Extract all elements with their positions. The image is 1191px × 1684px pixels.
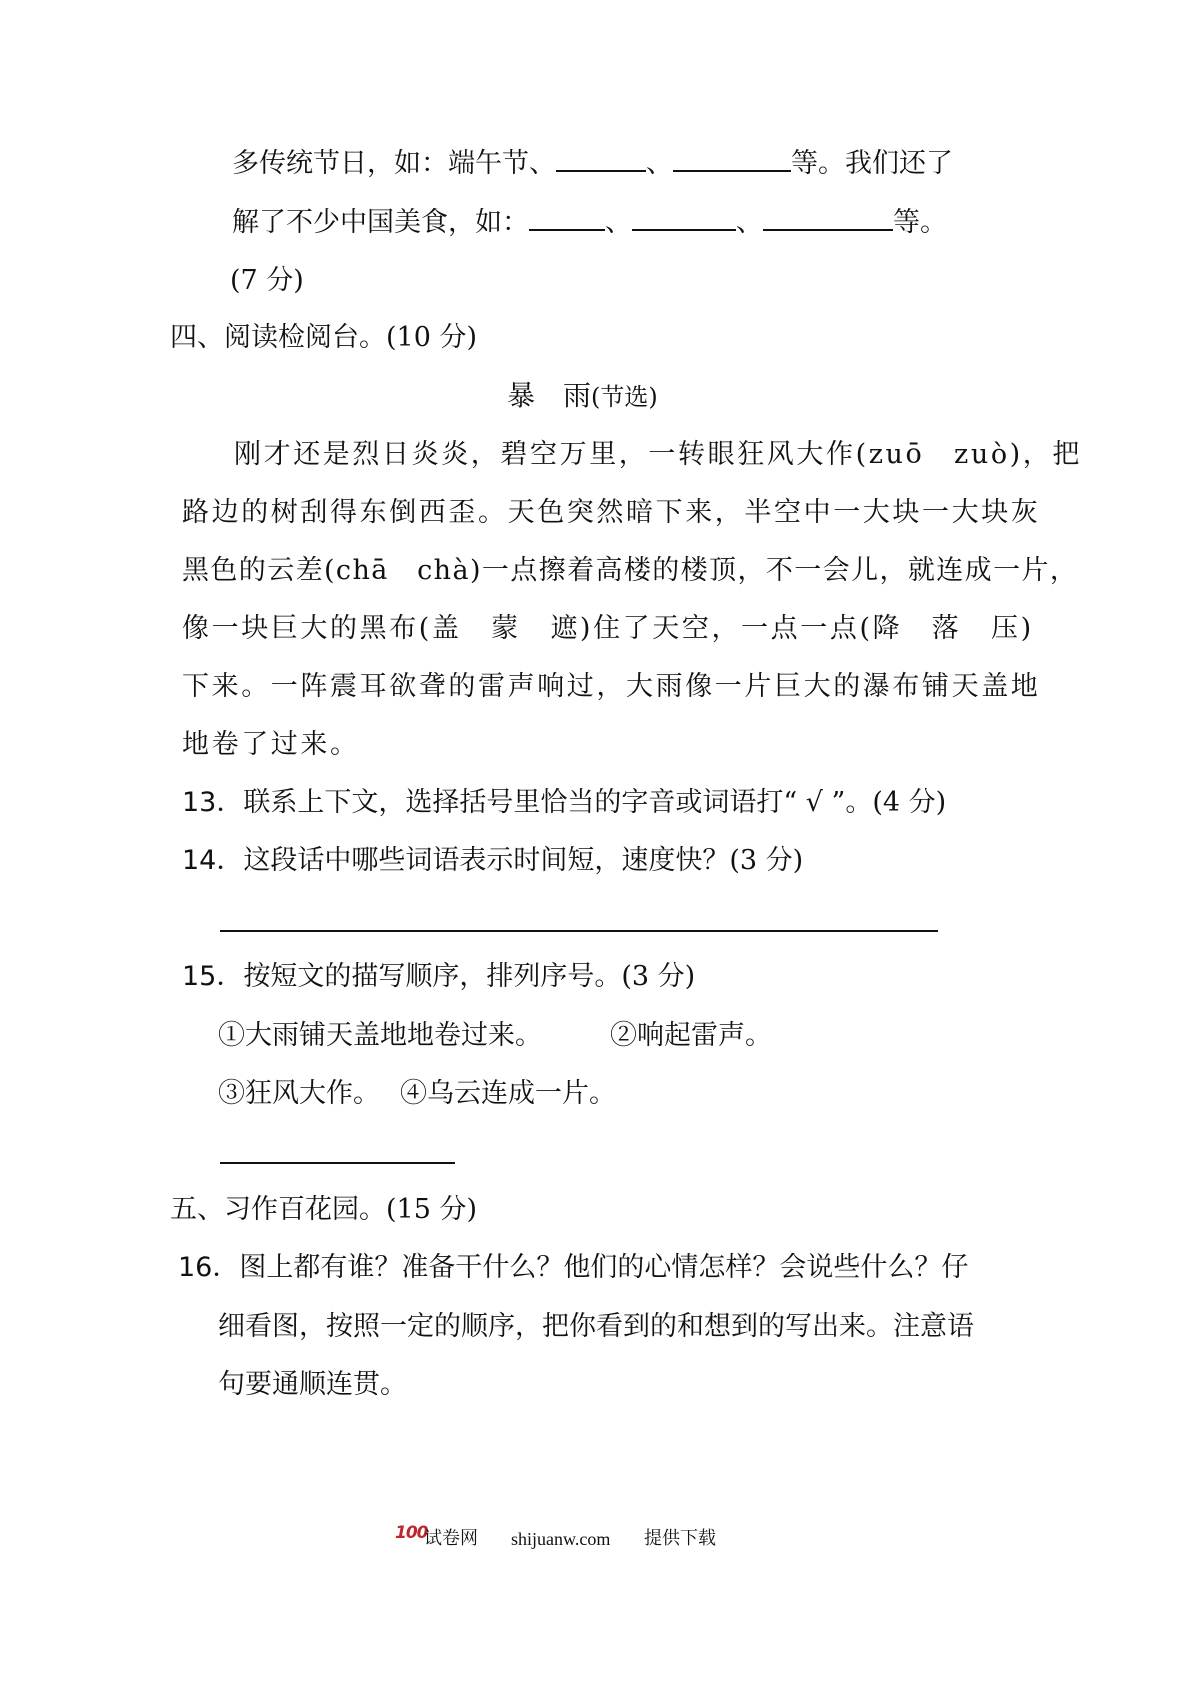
option-1: ①大雨铺天盖地地卷过来。: [218, 1020, 542, 1051]
question-16: [178, 1248, 968, 1288]
passage-line: 路边的树刮得东倒西歪。天色突然暗下来，半空中一大块一大块灰: [182, 497, 1041, 528]
passage-line: 下来。一阵震耳欲聋的雷声响过，大雨像一片巨大的瀑布铺天盖地: [182, 671, 1041, 702]
passage-line: 刚才还是烈日炎炎，碧空万里，一转眼狂风大作(zuō zuò)，把: [234, 439, 1083, 470]
question-number: 16．: [178, 1252, 240, 1283]
question-13: [182, 783, 946, 823]
site-logo-icon: 100: [395, 1523, 428, 1543]
answer-blank[interactable]: [632, 203, 736, 231]
question-16-line2: 细看图，按照一定的顺序，把你看到的和想到的写出来。注意语: [218, 1311, 974, 1342]
question-text: 联系上下文，选择括号里恰当的字音或词语打“ √ ”。(4 分): [243, 787, 947, 818]
question-15: [182, 957, 695, 997]
answer-line-14[interactable]: [220, 930, 938, 932]
download-note: 提供下载: [644, 1528, 716, 1549]
fill-line-festivals: [232, 144, 953, 184]
passage-line: 地卷了过来。: [182, 729, 360, 760]
passage-title: [507, 376, 658, 417]
option-2: ②响起雷声。: [610, 1020, 772, 1051]
title-note: (节选): [591, 383, 658, 411]
separator: 、: [646, 148, 673, 179]
question-number: 14．: [182, 845, 244, 876]
site-url[interactable]: shijuanw.com: [511, 1529, 611, 1549]
title-text: 暴 雨: [507, 379, 592, 412]
text: 解了不少中国美食，如：: [232, 207, 529, 238]
passage-line: 黑色的云差(chā chà)一点擦着高楼的楼顶，不一会儿，就连成一片，: [182, 555, 1079, 586]
section-heading-writing: 五、习作百花园。(15 分): [170, 1194, 478, 1225]
site-logo-text: 试卷网: [424, 1528, 478, 1549]
question-14: [182, 841, 803, 881]
score-label: (7 分): [230, 265, 304, 296]
question-text: 按短文的描写顺序，排列序号。(3 分): [243, 961, 696, 992]
passage-line: 像一块巨大的黑布(盖 蒙 遮)住了天空，一点一点(降 落 压): [182, 613, 1034, 644]
question-number: 15．: [182, 961, 244, 992]
answer-line-15[interactable]: [220, 1162, 455, 1164]
question-number: 13．: [182, 787, 244, 818]
answer-blank[interactable]: [529, 203, 605, 231]
text: 多传统节日，如：端午节、: [232, 148, 556, 179]
answer-blank[interactable]: [556, 144, 646, 172]
fill-line-foods: [232, 203, 947, 243]
separator: 、: [605, 207, 632, 238]
text: 等。我们还了: [791, 148, 953, 179]
option-3: ③狂风大作。: [218, 1078, 380, 1109]
question-text: 这段话中哪些词语表示时间短，速度快？(3 分): [243, 845, 804, 876]
section-heading-reading: 四、阅读检阅台。(10 分): [170, 322, 478, 353]
text: 等。: [893, 207, 947, 238]
question-text: 图上都有谁？准备干什么？他们的心情怎样？会说些什么？仔: [239, 1252, 969, 1283]
separator: 、: [736, 207, 763, 238]
question-16-line3: 句要通顺连贯。: [218, 1369, 407, 1400]
answer-blank[interactable]: [673, 144, 791, 172]
answer-blank[interactable]: [763, 203, 893, 231]
option-4: ④乌云连成一片。: [400, 1078, 616, 1109]
